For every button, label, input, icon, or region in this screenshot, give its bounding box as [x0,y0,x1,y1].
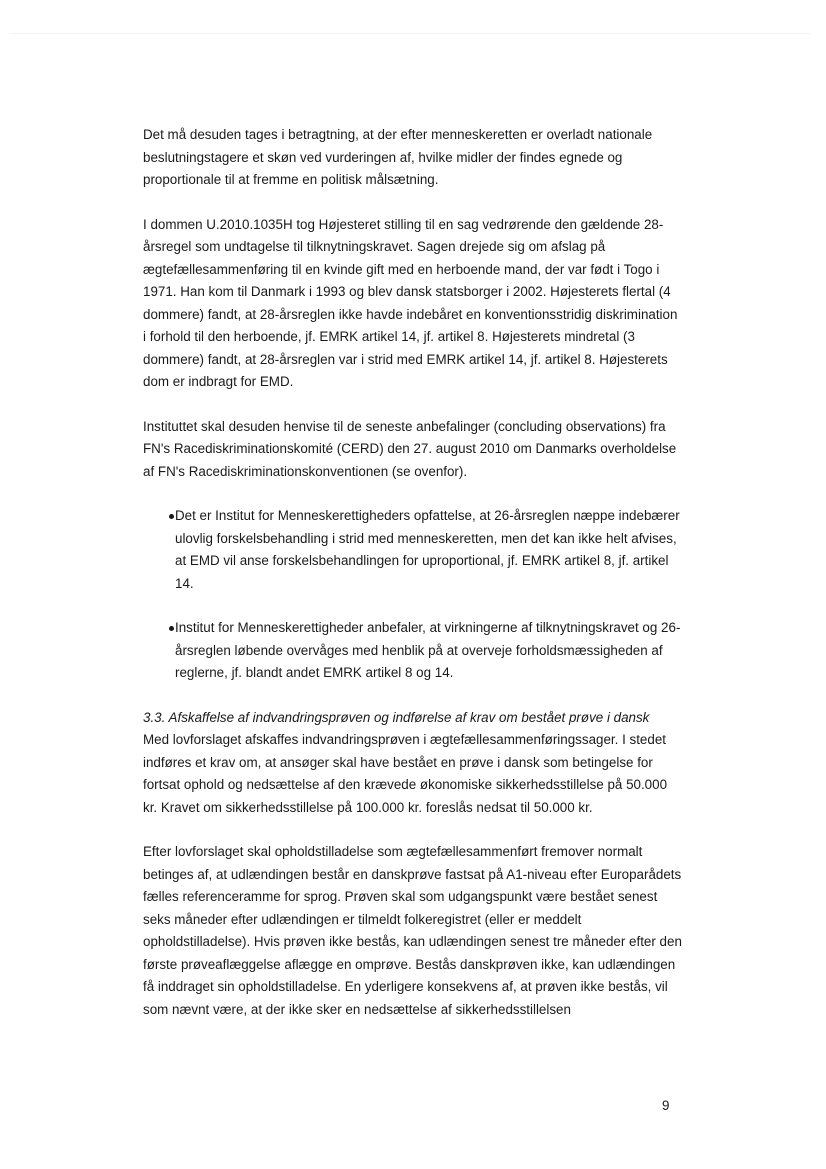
list-item [143,505,683,595]
paragraph-discretion: Det må desuden tages i betragtning, at der efter menneskeretten er overladt nationale beslutningstagere et skøn ved vurderingen af, hvilke midler der findes egnede og proportionale til at fremme en politisk målsætning. [143,127,653,187]
paragraph-cerd-recommendations: Instituttet skal desuden henvise til de seneste anbefalinger (concluding observations) fra FN's Racediskriminationskomité (CERD) den 27. august 2010 om Danmarks overholdelse af FN's Racediskriminationskonventionen (se ovenfor). [143,418,677,479]
paragraph-supreme-court-ruling: I dommen U.2010.1035H tog Højesteret stilling til en sag vedrørende den gældende 28-årsregel som undtagelse til tilknytningskravet. Sagen drejede sig om afslag på ægtefællesammenføring til en kvinde gift med en herboende mand, der var født i Togo i 1971. Han kom til Danmark i 1993 og blev dansk statsborger i 2002. Højesterets flertal (4 dommere) fandt, at 28-årsreglen ikke havde indebåret en konventionsstridig diskrimination i forhold til den herboende, jf. EMRK artikel 14, jf. artikel 8. Højesterets mindretal (3 dommere) fandt, at 28-årsreglen var i strid med EMRK artikel 14, jf. artikel 8. Højesterets dom er indbragt for EMD. [143,216,678,389]
paragraph-language-test: Med lovforslaget afskaffes indvandringsprøven i ægtefællesammenføringssager. I stedet indføres et krav om, at ansøger skal have bestået en prøve i dansk som betingelse for fortsat ophold og nedsættelse af den krævede økonomiske sikkerhedsstillelse på 50.000 kr. Kravet om sikkerhedsstillelse på 100.000 kr. foreslås nedsat til 50.000 kr. [143,732,668,815]
list-item [143,617,683,685]
section-heading: 3.3. Afskaffelse af indvandringsprøven og indførelse af krav om bestået prøve i dansk [143,709,650,725]
page-number: 9 [662,1098,670,1113]
document-body [143,124,683,1021]
list-item-text: Det er Institut for Menneskerettigheders opfattelse, at 26-årsreglen næppe indebærer ulovlig forskelsbehandling i strid med menneskeretten, men det kan ikke helt afvises, at EMD vil anse forskelsbehandlingen for uproportional, jf. EMRK artikel 8, jf. artikel 14. [175,508,680,591]
scan-edge-line [10,33,810,34]
list-item-text: Institut for Menneskerettigheder anbefaler, at virkningerne af tilknytningskravet og 26-årsreglen løbende overvåges med henblik på at overveje forholdsmæssigheden af reglerne, jf. blandt andet EMRK artikel 8 og 14. [175,620,681,680]
bullet-icon [169,514,174,519]
recommendation-list [143,505,683,685]
paragraph-residence-permit: Efter lovforslaget skal opholdstilladelse som ægtefællesammenført fremover normalt betinges af, at udlændingen består en danskprøve fastsat på A1-niveau efter Europarådets fælles referenceramme for sprog. Prøven skal som udgangspunkt være bestået senest seks måneder efter udlændingen er tilmeldt folkeregistret (eller er meddelt opholdstilladelse). Hvis prøven ikke bestås, kan udlændingen senest tre måneder efter den første prøveaflæggelse aflægge en omprøve. Bestås danskprøven ikke, kan udlændingen få inddraget sin opholdstilladelse. En yderligere konsekvens af, at prøven ikke bestås, vil som nævnt være, at der ikke sker en nedsættelse af sikkerhedsstillelsen [143,844,682,1017]
bullet-icon [169,626,174,631]
